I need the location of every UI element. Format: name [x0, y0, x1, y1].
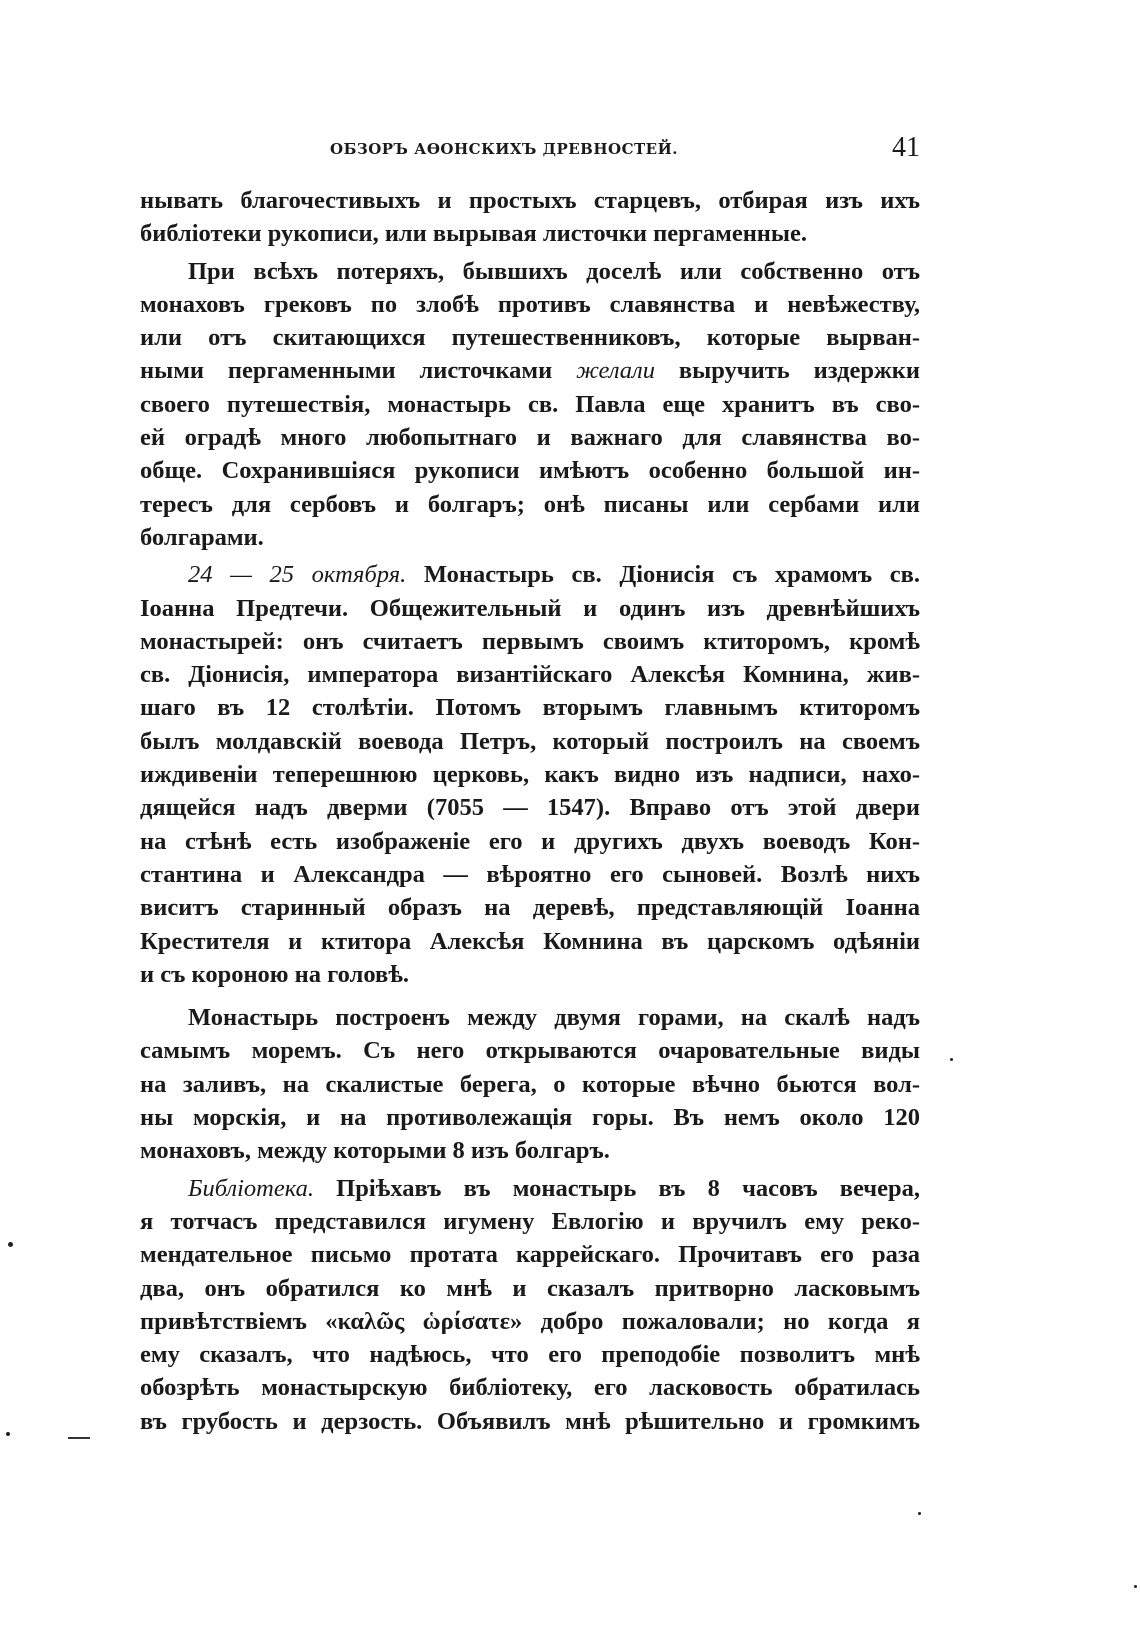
text-line: я тотчасъ представился игумену Евлогію и вручилъ ему реко-	[140, 1207, 920, 1235]
scan-speck	[6, 1432, 10, 1436]
text-line: обозрѣть монастырскую библіотеку, его ласковость обратилась	[140, 1374, 920, 1402]
text-line-with-lead: 24 — 25 октября. Монастырь св. Діонисія съ храмомъ св.	[188, 561, 920, 589]
text-line: ей оградѣ много любопытнаго и важнаго для славянства во-	[140, 424, 920, 452]
text-line: былъ молдавскій воевода Петръ, который построилъ на своемъ	[140, 727, 920, 755]
text-line: дящейся надъ дверми (7055 — 1547). Вправо отъ этой двери	[140, 794, 920, 822]
text-line: нывать благочестивыхъ и простыхъ старцевъ, отбирая изъ ихъ	[140, 187, 920, 214]
paragraph-5	[140, 1172, 920, 1438]
date-lead: 24 — 25 октября.	[188, 561, 407, 589]
running-title: ОБЗОРЪ АѲОНСКИХЪ ДРЕВНОСТЕЙ.	[330, 140, 678, 158]
text-line: самымъ моремъ. Съ него открываются очаровательные виды	[140, 1037, 920, 1065]
text-line: шаго въ 12 столѣтіи. Потомъ вторымъ главнымъ ктиторомъ	[140, 694, 920, 722]
text-line: обще. Сохранившіяся рукописи имѣютъ особенно большой ин-	[140, 457, 920, 485]
text-line: монаховъ грековъ по злобѣ противъ славянства и невѣжеству,	[140, 290, 920, 318]
text-line-with-italic: ными пергаменными листочками желали выручить издержки	[140, 357, 921, 385]
text-line: привѣтствіемъ «καλῶς ὡρίσατε» добро пожаловали; но когда я	[140, 1307, 920, 1335]
text-line: тересъ для сербовъ и болгаръ; онѣ писаны или сербами или	[140, 490, 920, 518]
text-line: на стѣнѣ есть изображеніе его и другихъ двухъ воеводъ Кон-	[140, 827, 920, 855]
page-number: 41	[892, 132, 920, 163]
scan-speck	[918, 1512, 921, 1515]
paragraph-1	[140, 184, 920, 251]
text-line: иждивеніи теперешнюю церковь, какъ видно изъ надписи, нахо-	[140, 761, 920, 789]
text-line: монаховъ, между которыми 8 изъ болгаръ.	[140, 1137, 610, 1165]
section-lead: Библіотека.	[188, 1174, 314, 1202]
text-line: виситъ старинный образъ на деревѣ, представляющій Іоанна	[140, 894, 920, 922]
text-line: мендательное письмо протата каррейскаго. Прочитавъ его раза	[140, 1241, 920, 1269]
book-page	[140, 130, 920, 1438]
text-line: или отъ скитающихся путешественниковъ, которые вырван-	[140, 324, 920, 352]
text-line: ему сказалъ, что надѣюсь, что его преподобіе позволитъ мнѣ	[140, 1341, 920, 1369]
text-line: ны морскія, и на противолежащія горы. Въ немъ около 120	[140, 1104, 920, 1132]
text-line: Іоанна Предтечи. Общежительный и одинъ изъ древнѣйшихъ	[140, 594, 920, 622]
text-line: въ грубость и дерзость. Объявилъ мнѣ рѣшительно и громкимъ	[140, 1407, 920, 1435]
text-line: стантина и Александра — вѣроятно его сыновей. Возлѣ нихъ	[140, 860, 920, 888]
text-line: своего путешествія, монастырь св. Павла еще хранитъ въ сво-	[140, 390, 920, 418]
scan-speck	[8, 1242, 13, 1247]
text-line-with-lead: Библіотека. Пріѣхавъ въ монастырь въ 8 часовъ вечера,	[188, 1174, 920, 1202]
text-line: болгарами.	[140, 523, 264, 551]
text-line: Крестителя и ктитора Алексѣя Комнина въ царскомъ одѣяніи	[140, 927, 920, 955]
paragraph-3	[140, 558, 920, 991]
scan-speck	[1134, 1585, 1137, 1588]
scan-speck	[950, 1058, 953, 1061]
text-line: Монастырь построенъ между двумя горами, на скалѣ надъ	[188, 1004, 920, 1032]
text-line: св. Діонисія, императора византійскаго Алексѣя Комнина, жив-	[140, 661, 920, 689]
paragraph-2	[140, 255, 920, 555]
text-line: два, онъ обратился ко мнѣ и сказалъ притворно ласковымъ	[140, 1274, 920, 1302]
text-line: библіотеки рукописи, или вырывая листочки пергаменные.	[140, 220, 808, 248]
running-head	[140, 130, 920, 174]
text-line: и съ короною на головѣ.	[140, 960, 410, 988]
text-line: монастырей: онъ считаетъ первымъ своимъ ктиторомъ, кромѣ	[140, 627, 920, 655]
paragraph-4	[140, 1001, 920, 1167]
text-line: При всѣхъ потеряхъ, бывшихъ доселѣ или собственно отъ	[188, 257, 920, 285]
text-line: на заливъ, на скалистые берега, о которые вѣчно бьются вол-	[140, 1070, 920, 1098]
italic-word: желали	[576, 357, 655, 385]
scan-mark	[68, 1437, 90, 1439]
